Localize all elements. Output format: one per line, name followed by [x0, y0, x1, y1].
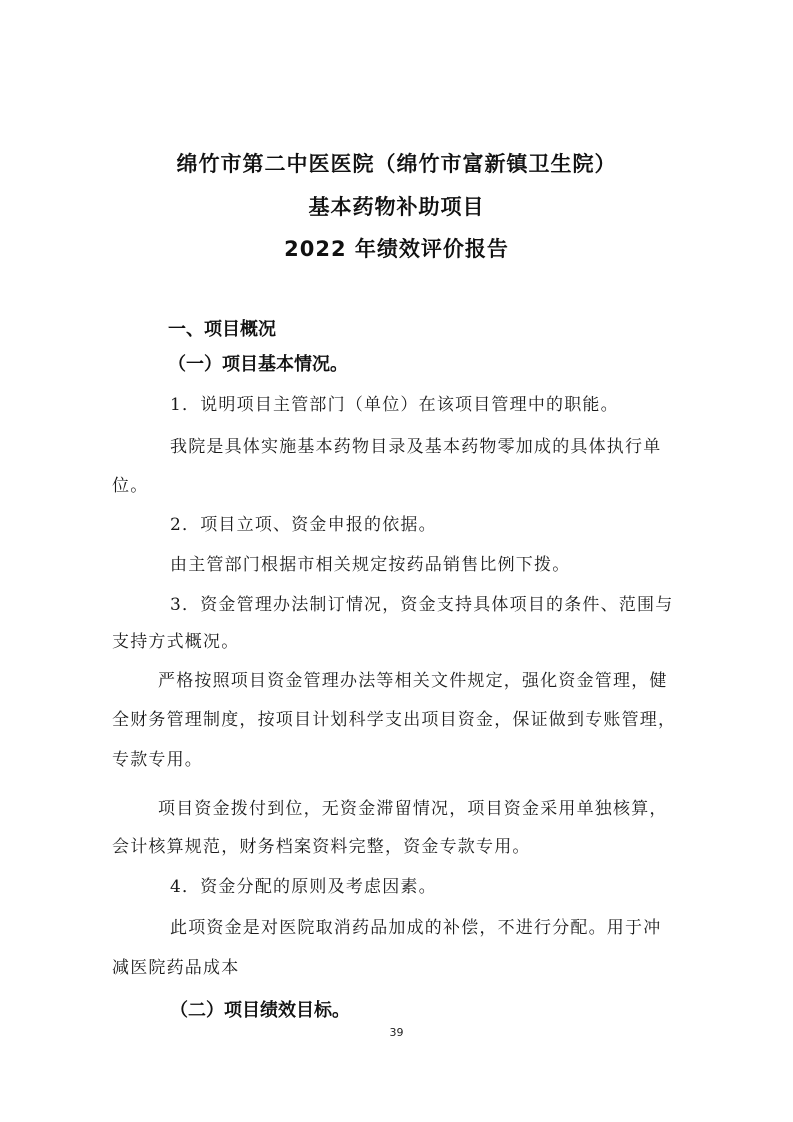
item-2-answer: 由主管部门根据市相关规定按药品销售比例下拨。 — [170, 555, 571, 575]
item-1-answer-line-2: 位。 — [112, 476, 149, 496]
item-3-answer-2-line-1: 项目资金拨付到位，无资金滞留情况，项目资金采用单独核算， — [158, 799, 668, 819]
item-4-question: 4．资金分配的原则及考虑因素。 — [170, 877, 437, 897]
item-3-answer-1-line-3: 专款专用。 — [112, 750, 203, 770]
report-title-line-2: 基本药物补助项目 — [308, 195, 485, 219]
item-3-question-line-1: 3．资金管理办法制订情况，资金支持具体项目的条件、范围与 — [170, 595, 674, 615]
item-3-answer-1-line-1: 严格按照项目资金管理办法等相关文件规定，强化资金管理，健 — [158, 671, 668, 691]
item-1-answer-line-1: 我院是具体实施基本药物目录及基本药物零加成的具体执行单 — [170, 437, 662, 457]
item-2-question: 2．项目立项、资金申报的依据。 — [170, 515, 437, 535]
item-3-answer-2-line-2: 会计核算规范，财务档案资料完整，资金专款专用。 — [112, 837, 531, 857]
report-title-line-3: 2022 年绩效评价报告 — [284, 237, 509, 261]
item-1-question: 1．说明项目主管部门（单位）在该项目管理中的职能。 — [170, 395, 619, 415]
page-number: 39 — [389, 1026, 404, 1039]
subsection-heading-1: （一）项目基本情况。 — [168, 354, 348, 375]
subsection-heading-2: （二）项目绩效目标。 — [170, 1000, 350, 1021]
section-heading-1: 一、项目概况 — [168, 319, 276, 340]
item-3-answer-1-line-2: 全财务管理制度，按项目计划科学支出项目资金，保证做到专账管理， — [112, 710, 677, 730]
item-4-answer-line-1: 此项资金是对医院取消药品加成的补偿，不进行分配。用于冲 — [170, 918, 662, 938]
item-4-answer-line-2: 减医院药品成本 — [112, 958, 240, 978]
item-3-question-line-2: 支持方式概况。 — [112, 632, 240, 652]
report-title-line-1: 绵竹市第二中医医院（绵竹市富新镇卫生院） — [176, 152, 617, 176]
